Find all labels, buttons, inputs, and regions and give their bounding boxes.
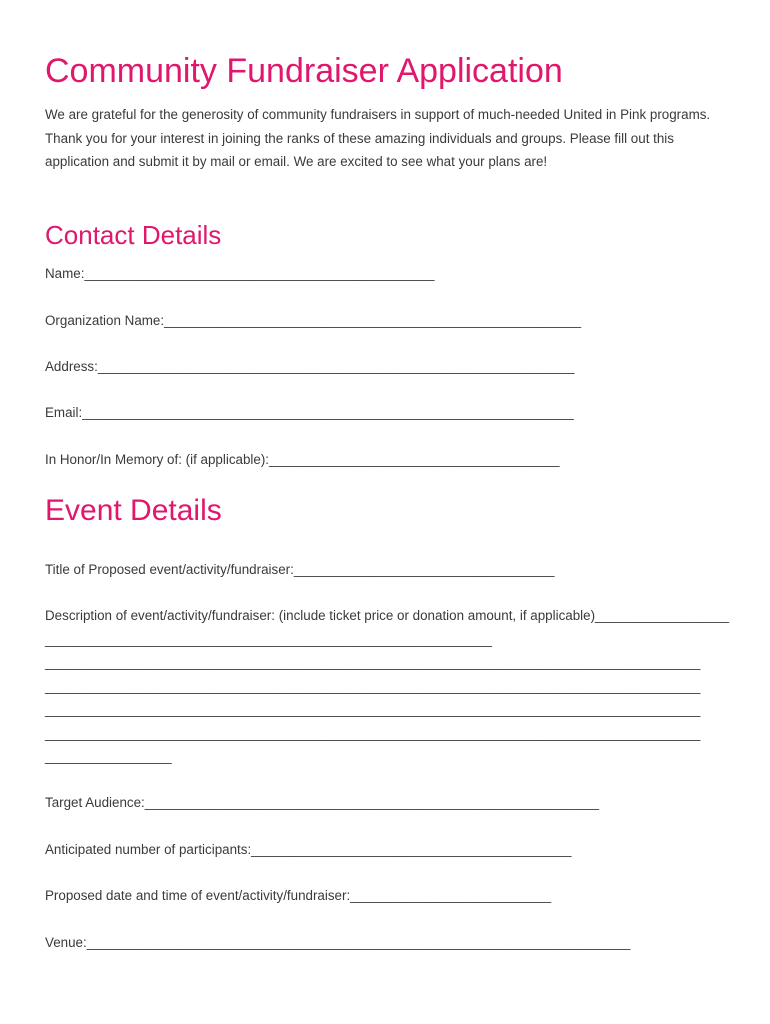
name-field[interactable]: Name:_______________________________________________: [45, 266, 435, 281]
contact-details-heading: Contact Details: [45, 220, 222, 250]
date-time-field[interactable]: Proposed date and time of event/activity/fundraiser:___________________________: [45, 888, 552, 903]
event-details-heading: Event Details: [45, 494, 222, 527]
page-title: Community Fundraiser Application: [45, 52, 563, 90]
event-description-field[interactable]: Description of event/activity/fundraiser: (include ticket price or donation amount, if applicable)______________________________________________________________________________ ________________________________________________________________________________________ ________________________________________________________________________________________ ________________________________________________________________________________________ ________________________________________________________________________________________ _________________: [45, 608, 730, 764]
target-audience-field[interactable]: Target Audience:_____________________________________________________________: [45, 795, 600, 810]
intro-paragraph: We are grateful for the generosity of community fundraisers in support of much-needed United in Pink programs. Thank you for your interest in joining the ranks of these amazing individuals and groups. Please fill out this application and submit it by mail or email. We are excited to see what your plans are!: [45, 107, 711, 169]
venue-field[interactable]: Venue:_________________________________________________________________________: [45, 935, 631, 950]
event-title-field[interactable]: Title of Proposed event/activity/fundraiser:___________________________________: [45, 562, 555, 577]
organization-name-field[interactable]: Organization Name:________________________________________________________: [45, 313, 582, 328]
email-field[interactable]: Email:__________________________________________________________________: [45, 405, 574, 420]
participants-field[interactable]: Anticipated number of participants:___________________________________________: [45, 842, 572, 857]
address-field[interactable]: Address:________________________________________________________________: [45, 359, 575, 374]
honor-memory-field[interactable]: In Honor/In Memory of: (if applicable):_______________________________________: [45, 452, 560, 467]
